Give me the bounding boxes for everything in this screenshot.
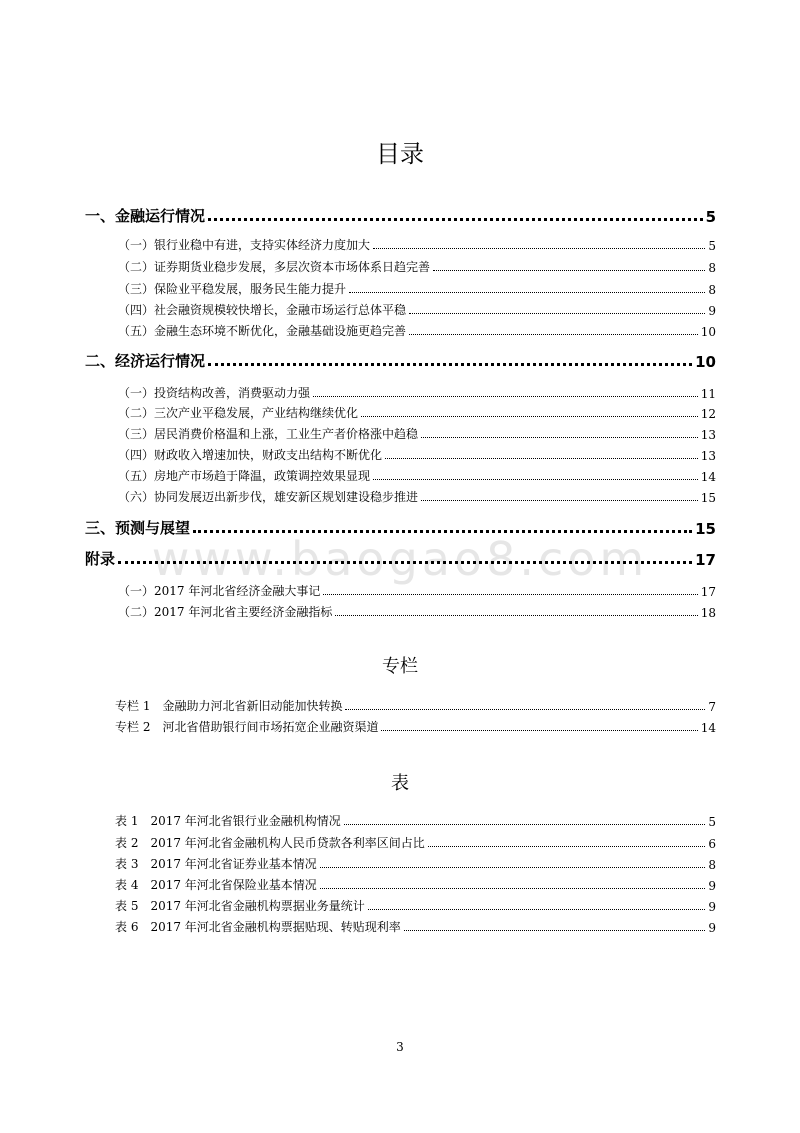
toc-item[interactable] [118,403,716,421]
toc-item[interactable] [118,321,716,339]
toc-item[interactable] [118,581,716,599]
toc-section-label: 附录 [85,550,116,568]
toc-page-number: 12 [700,407,716,421]
leader-dots [373,248,705,249]
toc-page-number: 11 [700,387,716,401]
leader-dots [409,334,698,335]
leader-dots [118,561,692,564]
toc-item[interactable] [118,257,716,275]
leader-dots [381,730,697,731]
table-page-number: 9 [708,900,716,914]
toc-item-label: （三）保险业平稳发展，服务民生能力提升 [118,282,347,296]
toc-item[interactable] [118,602,716,620]
table-page-number: 5 [708,815,716,829]
table-item[interactable] [115,875,716,893]
column-item[interactable] [115,717,716,735]
toc-item-label: （五）房地产市场趋于降温，政策调控效果显现 [118,469,371,483]
leader-dots [344,824,706,825]
leader-dots [208,363,692,366]
table-page-number: 6 [708,837,716,851]
toc-item-label: （二）三次产业平稳发展，产业结构继续优化 [118,406,359,420]
leader-dots [361,416,698,417]
table-page-number: 9 [708,879,716,893]
toc-page-number: 5 [705,208,716,226]
toc-item-label: （四）财政收入增速加快，财政支出结构不断优化 [118,448,383,462]
toc-page-number: 8 [708,261,716,275]
table-item-label: 表 6 2017 年河北省金融机构票据贴现、转贴现利率 [115,920,401,934]
table-item-label: 表 1 2017 年河北省银行业金融机构情况 [115,814,341,828]
toc-section-label: 二、经济运行情况 [85,352,206,370]
columns-heading: 专栏 [382,656,418,677]
toc-page-number: 15 [695,520,716,538]
table-page-number: 8 [708,858,716,872]
table-item-label: 表 3 2017 年河北省证券业基本情况 [115,857,317,871]
toc-page-number: 17 [695,551,716,569]
column-item-label: 专栏 1 金融助力河北省新旧动能加快转换 [115,699,343,713]
toc-section-label: 三、预测与展望 [85,519,191,537]
leader-dots [421,500,698,501]
table-item[interactable] [115,854,716,872]
toc-page-number: 8 [708,283,716,297]
leader-dots [373,479,698,480]
leader-dots [335,615,697,616]
table-item[interactable] [115,833,716,851]
leader-dots [323,594,697,595]
table-item-label: 表 5 2017 年河北省金融机构票据业务量统计 [115,899,365,913]
toc-section[interactable] [85,349,716,371]
leader-dots [421,437,698,438]
toc-page-number: 5 [708,239,716,253]
leader-dots [313,396,698,397]
leader-dots [428,846,706,847]
table-item[interactable] [115,811,716,829]
leader-dots [433,270,705,271]
toc-item-label: （二）证券期货业稳步发展，多层次资本市场体系日趋完善 [118,260,431,274]
toc-title: 目录 [376,140,424,168]
table-item-label: 表 2 2017 年河北省金融机构人民币贷款各利率区间占比 [115,836,425,850]
leader-dots [404,930,706,931]
toc-section[interactable] [85,516,716,538]
toc-page-number: 14 [700,470,716,484]
toc-item-label: （六）协同发展迈出新步伐，雄安新区规划建设稳步推进 [118,490,419,504]
toc-item[interactable] [118,466,716,484]
column-page-number: 14 [700,721,716,735]
toc-item-label: （二）2017 年河北省主要经济金融指标 [118,605,333,619]
toc-item[interactable] [118,424,716,442]
toc-item[interactable] [118,235,716,253]
toc-section[interactable] [85,204,716,226]
leader-dots [368,909,706,910]
toc-page-number: 10 [700,325,716,339]
table-item-label: 表 4 2017 年河北省保险业基本情况 [115,878,317,892]
leader-dots [409,313,705,314]
toc-page-number: 15 [700,491,716,505]
toc-page-number: 9 [708,304,716,318]
toc-item-label: （一）2017 年河北省经济金融大事记 [118,584,321,598]
toc-item[interactable] [118,300,716,318]
table-item[interactable] [115,917,716,935]
leader-dots [385,458,698,459]
toc-section[interactable] [85,547,716,569]
leader-dots [345,709,705,710]
toc-section-label: 一、金融运行情况 [85,207,206,225]
column-item[interactable] [115,696,716,714]
leader-dots [320,867,706,868]
page-number: 3 [396,1040,404,1054]
toc-item-label: （一）银行业稳中有进，支持实体经济力度加大 [118,238,371,252]
watermark: www.baogao8.com [151,532,649,586]
tables-heading: 表 [391,773,409,794]
leader-dots [193,530,692,533]
leader-dots [208,218,703,221]
toc-page-number: 10 [695,353,716,371]
column-page-number: 7 [708,700,716,714]
toc-item[interactable] [118,279,716,297]
toc-item[interactable] [118,383,716,401]
toc-item-label: （一）投资结构改善，消费驱动力强 [118,386,311,400]
toc-item-label: （三）居民消费价格温和上涨，工业生产者价格涨中趋稳 [118,427,419,441]
toc-page-number: 13 [700,428,716,442]
toc-item[interactable] [118,487,716,505]
toc-item-label: （四）社会融资规模较快增长，金融市场运行总体平稳 [118,303,407,317]
leader-dots [320,888,706,889]
toc-page-number: 18 [700,606,716,620]
table-item[interactable] [115,896,716,914]
column-item-label: 专栏 2 河北省借助银行间市场拓宽企业融资渠道 [115,720,379,734]
toc-page-number: 13 [700,449,716,463]
toc-item-label: （五）金融生态环境不断优化，金融基础设施更趋完善 [118,324,407,338]
toc-page-number: 17 [700,585,716,599]
table-page-number: 9 [708,921,716,935]
toc-item[interactable] [118,445,716,463]
leader-dots [349,292,705,293]
